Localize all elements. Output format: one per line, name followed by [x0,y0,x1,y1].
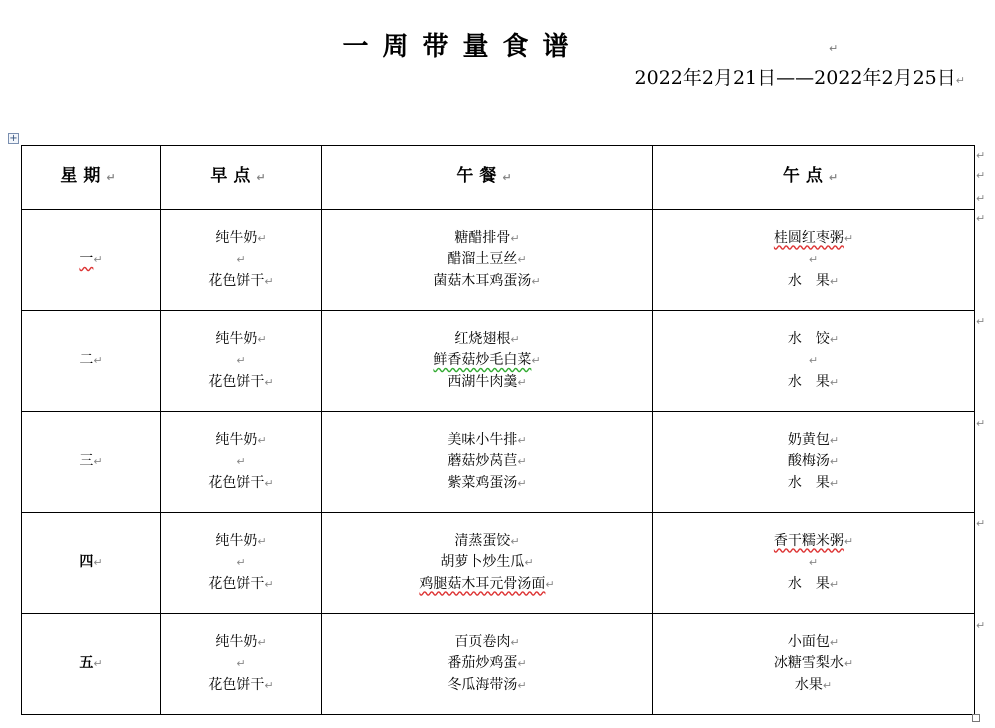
menu-item [322,531,652,553]
menu-item-text: 水 果 [787,373,830,390]
menu-item-text: 冰糖雪梨水 [773,655,844,672]
cell-mark: ↵ [829,577,840,591]
menu-item-text: 酸梅汤 [787,453,830,470]
lunch-cell[interactable] [322,412,653,513]
snack-cell[interactable] [653,513,975,614]
cell-mark: ↵ [264,274,274,288]
day-cell[interactable] [22,311,161,412]
menu-item [322,249,652,271]
cell-mark: ↵ [517,253,527,267]
cell-mark: ↵ [510,534,520,548]
cell-mark: ↵ [829,476,840,490]
header-breakfast [161,146,322,210]
header-breakfast-label: 早点 [210,166,257,187]
menu-item [322,271,652,293]
menu-item [322,329,652,351]
breakfast-cell[interactable] [161,311,322,412]
cell-mark: ↵ [517,375,527,389]
header-weekday [22,146,161,210]
cell-mark: ↵ [828,171,845,185]
menu-item [653,574,974,596]
menu-item-text: 花色饼干 [208,676,265,693]
cell-mark: ↵ [829,433,840,447]
menu-item [653,249,974,271]
day-label: 五 [79,655,94,672]
menu-item [653,228,974,250]
cell-mark: ↵ [93,556,103,570]
cell-mark: ↵ [843,657,854,671]
menu-item [322,574,652,596]
menu-item-text: 桂圆红枣粥 [773,229,844,246]
menu-item-text: 花色饼干 [208,373,265,390]
row-end-mark: ↵ [976,619,986,632]
page-title: 一周带量食谱 [342,32,583,62]
cell-mark: ↵ [257,332,267,346]
cell-mark: ↵ [524,556,534,570]
row-end-mark: ↵ [976,212,986,225]
menu-item-text: 醋溜土豆丝 [447,251,518,268]
menu-item [322,552,652,574]
cell-mark: ↵ [531,274,541,288]
day-cell[interactable] [22,513,161,614]
menu-item-text: 西湖牛肉羹 [447,373,518,390]
menu-item-text: 奶黄包 [787,431,830,448]
cell-mark: ↵ [257,635,267,649]
cell-mark: ↵ [517,678,527,692]
menu-item [322,430,652,452]
cell-mark: ↵ [545,577,555,591]
header-snack-label: 午点 [782,166,829,187]
menu-item [161,249,321,271]
cell-mark: ↵ [843,231,854,245]
snack-cell[interactable] [653,311,975,412]
table-move-handle-icon[interactable]: + [9,133,18,144]
cell-mark: ↵ [264,375,274,389]
menu-item [653,675,974,697]
menu-item [653,271,974,293]
menu-item [161,473,321,495]
table-resize-handle[interactable] [972,714,980,722]
cell-mark: ↵ [829,375,840,389]
cell-mark: ↵ [264,678,274,692]
menu-item-text: 纯牛奶 [215,330,258,347]
cell-mark: ↵ [257,433,267,447]
menu-item-text: 水 果 [787,272,830,289]
day-label: 四 [79,554,94,571]
cell-mark: ↵ [808,556,819,570]
menu-item-text: 水果 [794,676,823,693]
cell-mark: ↵ [829,635,840,649]
day-label: 一 [79,251,94,268]
table-row [22,614,975,715]
menu-item-text: 清蒸蛋饺 [454,532,511,549]
cell-mark: ↵ [517,657,527,671]
menu-item [161,430,321,452]
menu-item-text: 纯牛奶 [215,633,258,650]
menu-item [653,531,974,553]
menu-item [653,430,974,452]
menu-item-text: 水 果 [787,474,830,491]
table-row [22,412,975,513]
cell-mark: ↵ [236,657,246,671]
menu-item-text: 花色饼干 [208,575,265,592]
cell-mark: ↵ [93,354,103,368]
snack-cell[interactable] [653,412,975,513]
cell-mark: ↵ [510,231,520,245]
menu-item-text: 紫菜鸡蛋汤 [447,474,518,491]
menu-item [322,228,652,250]
menu-item [653,653,974,675]
cell-mark: ↵ [502,171,518,185]
cell-mark: ↵ [93,657,103,671]
menu-item-text: 红烧翅根 [454,330,511,347]
menu-item-text: 糖醋排骨 [454,229,511,246]
cell-mark: ↵ [236,556,246,570]
breakfast-cell[interactable] [161,210,322,311]
menu-item-text: 番茄炒鸡蛋 [447,655,518,672]
menu-item-text: 水 饺 [787,330,830,347]
cell-mark: ↵ [822,678,833,692]
menu-item [161,350,321,372]
menu-item-text: 纯牛奶 [215,229,258,246]
menu-item-text: 鲜香菇炒毛白菜 [433,352,532,369]
row-end-mark: ↵ [976,417,986,430]
menu-item [653,372,974,394]
cell-mark: ↵ [843,534,854,548]
row-end-mark: ↵ [976,149,986,162]
paragraph-mark: ↵ [955,74,965,87]
menu-item [322,675,652,697]
day-label: 二 [79,352,94,369]
menu-item-text: 水 果 [787,575,830,592]
lunch-cell[interactable] [322,513,653,614]
menu-item-text: 花色饼干 [208,272,265,289]
menu-item [322,350,652,372]
header-lunch [322,146,653,210]
row-end-mark: ↵ [976,192,986,205]
menu-item-text: 蘑菇炒莴苣 [447,453,518,470]
header-snack [653,146,975,210]
cell-mark: ↵ [93,253,103,267]
cell-mark: ↵ [517,433,527,447]
cell-mark: ↵ [808,354,819,368]
menu-item-text: 纯牛奶 [215,431,258,448]
menu-item [653,473,974,495]
menu-item-text: 花色饼干 [208,474,265,491]
breakfast-cell[interactable] [161,614,322,715]
cell-mark: ↵ [531,354,541,368]
menu-item [161,531,321,553]
menu-item [161,372,321,394]
menu-item [161,675,321,697]
cell-mark: ↵ [829,274,840,288]
row-end-mark: ↵ [976,517,986,530]
cell-mark: ↵ [829,332,840,346]
date-range [635,63,965,90]
menu-item [161,574,321,596]
cell-mark: ↵ [510,635,520,649]
menu-item [161,271,321,293]
header-weekday-label: 星期 [60,166,107,187]
menu-item-text: 小面包 [787,633,830,650]
lunch-cell[interactable] [322,210,653,311]
cell-mark: ↵ [257,231,267,245]
menu-item-text: 胡萝卜炒生瓜 [440,554,525,571]
menu-item [653,451,974,473]
table-row [22,513,975,614]
menu-item [653,350,974,372]
menu-item-text: 美味小牛排 [447,431,518,448]
menu-item-text: 纯牛奶 [215,532,258,549]
cell-mark: ↵ [236,455,246,469]
menu-item [322,653,652,675]
date-range-text: 2022年2月21日——2022年2月25日 [634,67,956,89]
breakfast-cell[interactable] [161,412,322,513]
cell-mark: ↵ [236,253,246,267]
cell-mark: ↵ [93,455,103,469]
menu-item [322,473,652,495]
menu-item-text: 鸡腿菇木耳元骨汤面 [419,575,546,592]
menu-item [322,632,652,654]
menu-item [161,451,321,473]
day-cell[interactable] [22,614,161,715]
menu-item [653,552,974,574]
cell-mark: ↵ [264,476,274,490]
lunch-cell[interactable] [322,311,653,412]
table-header-row [22,146,975,210]
row-end-mark: ↵ [976,315,986,328]
menu-table [21,145,975,715]
menu-item [322,451,652,473]
menu-item [161,653,321,675]
day-cell[interactable] [22,412,161,513]
header-lunch-label: 午餐 [456,166,503,187]
cell-mark: ↵ [808,253,819,267]
cell-mark: ↵ [517,476,527,490]
cell-mark: ↵ [256,171,272,185]
cell-mark: ↵ [829,455,840,469]
snack-cell[interactable] [653,210,975,311]
paragraph-mark: ↵ [829,42,839,55]
lunch-cell[interactable] [322,614,653,715]
cell-mark: ↵ [257,534,267,548]
cell-mark: ↵ [510,332,520,346]
menu-item [161,552,321,574]
menu-item [653,632,974,654]
day-cell[interactable] [22,210,161,311]
cell-mark: ↵ [236,354,246,368]
menu-item-text: 香干糯米粥 [773,532,844,549]
menu-item [322,372,652,394]
row-end-mark: ↵ [976,169,986,182]
cell-mark: ↵ [517,455,527,469]
table-row [22,311,975,412]
menu-item [161,228,321,250]
menu-item [161,329,321,351]
cell-mark: ↵ [264,577,274,591]
menu-item-text: 菌菇木耳鸡蛋汤 [433,272,532,289]
menu-item [653,329,974,351]
snack-cell[interactable] [653,614,975,715]
menu-item-text: 百页卷肉 [454,633,511,650]
cell-mark: ↵ [106,171,122,185]
menu-item [161,632,321,654]
menu-item-text: 冬瓜海带汤 [447,676,518,693]
breakfast-cell[interactable] [161,513,322,614]
day-label: 三 [79,453,94,470]
table-row [22,210,975,311]
